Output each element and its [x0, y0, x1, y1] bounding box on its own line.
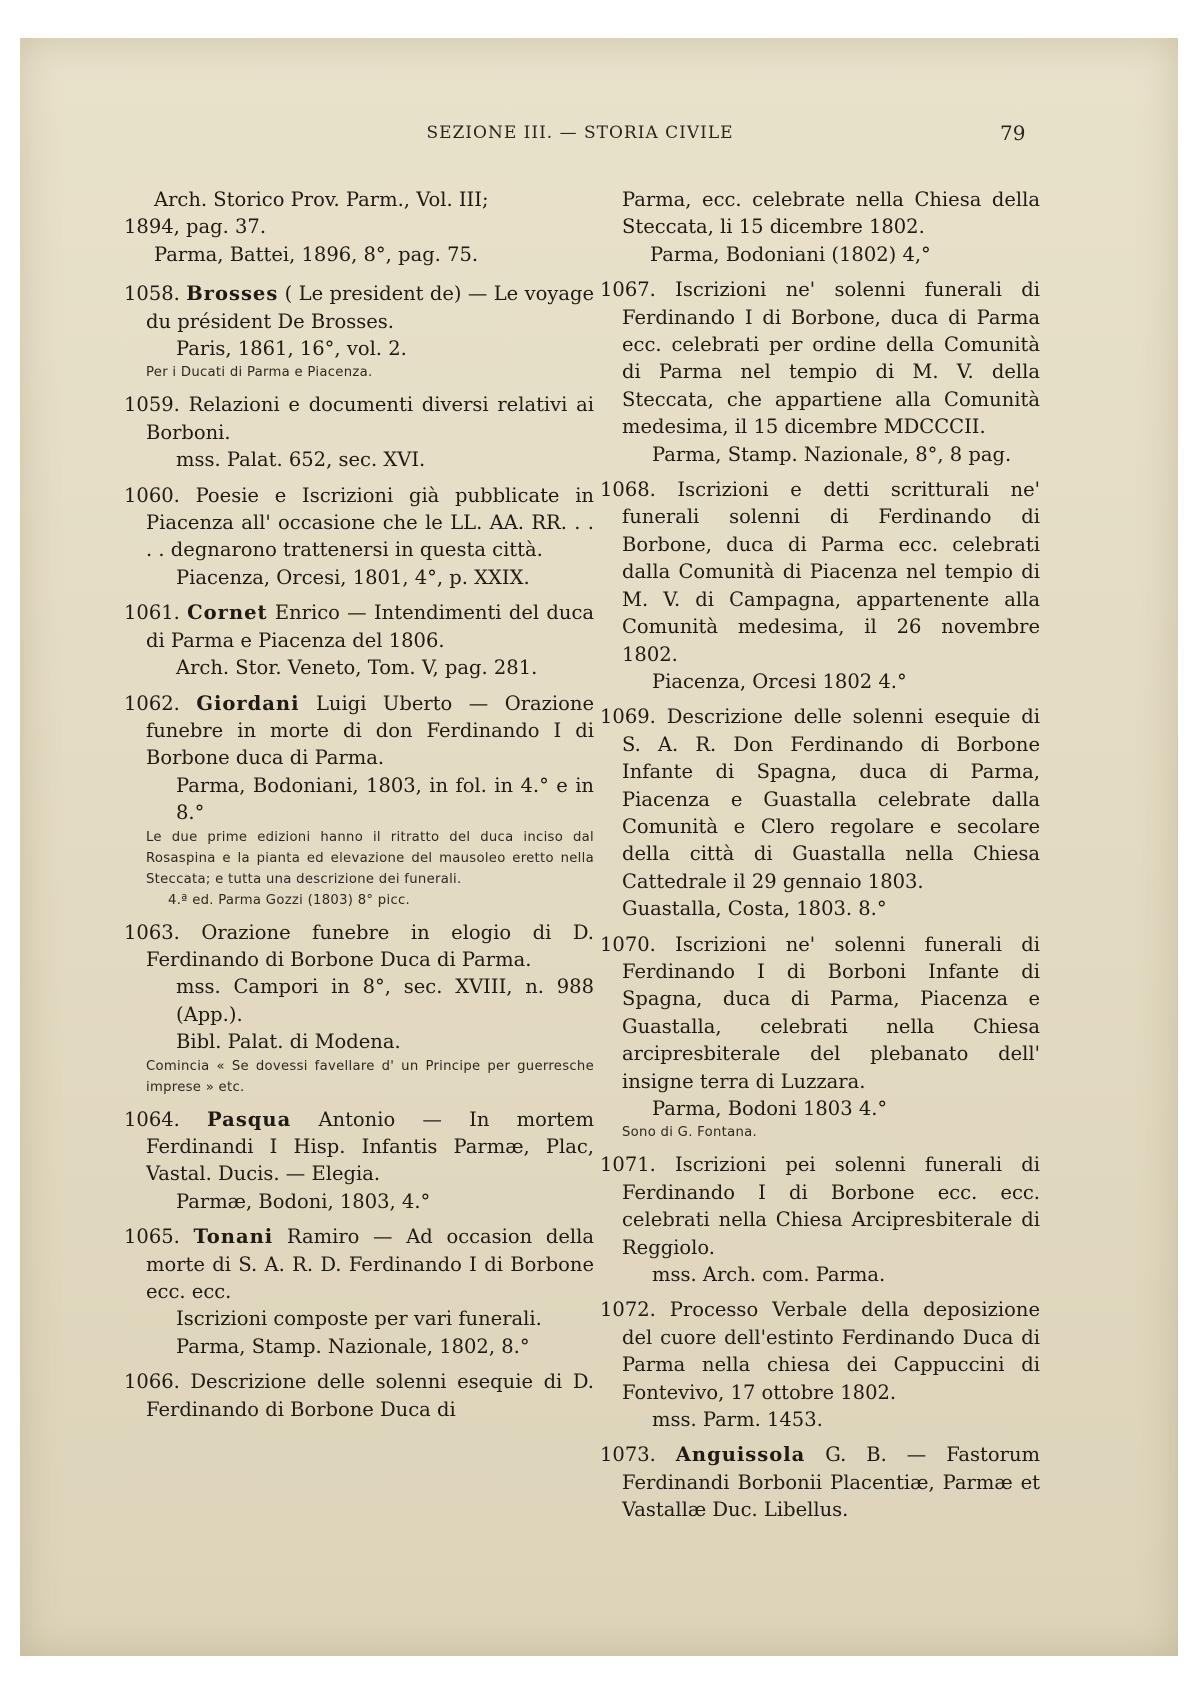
source-line: 1894, pag. 37.: [124, 215, 267, 239]
catalog-entry-1065: [124, 1223, 594, 1360]
entry-author: Cornet: [187, 601, 268, 625]
catalog-entry-1063: [124, 919, 594, 1098]
entry-note: Per i Ducati di Parma e Piacenza.: [146, 365, 373, 381]
entry-text: Iscrizioni pei solenni funerali di Ferdinando I di Borbone ecc. ecc. celebrati nella Chiesa Arcipresbiterale di Reggiolo.: [622, 1153, 1040, 1259]
catalog-entry-1067: [600, 276, 1040, 468]
entry-text: Descrizione delle solenni esequie di D. Ferdinando di Borbone Duca di: [146, 1370, 595, 1421]
imprint-line: Parma, Stamp. Nazionale, 8°, 8 pag.: [652, 442, 1012, 466]
imprint-line: Iscrizioni composte per vari funerali.: [176, 1307, 542, 1331]
entry-text: Luigi Uberto — Orazione funebre in morte di don Ferdinando I di Borbone duca di Parma.: [146, 691, 594, 770]
imprint-line: Parma, Bodoniani, 1803, in fol. in 4.° e in 8.°: [176, 773, 594, 825]
continued-entry-1066: [600, 186, 1040, 268]
entry-author: Giordani: [196, 691, 300, 715]
entry-author: Tonani: [193, 1225, 274, 1249]
entry-number: 1063.: [124, 920, 180, 944]
section-title: SEZIONE III. — STORIA CIVILE: [426, 123, 734, 143]
imprint-line: Parma, Bodoniani (1802) 4,°: [650, 242, 931, 266]
entry-number: 1070.: [600, 932, 656, 956]
entry-text: Iscrizioni e detti scritturali ne' funerali solenni di Ferdinando di Borbone, duca di Parma ecc. celebrati dalla Comunità di Piacenza nel tempio di M. V. di Campagna, appartenente alla Comunità medesima, il 26 novembre 1802.: [622, 478, 1040, 666]
imprint-line: mss. Parm. 1453.: [652, 1408, 823, 1432]
entry-number: 1068.: [600, 478, 656, 502]
entry-note: 4.ª ed. Parma Gozzi (1803) 8° picc.: [168, 892, 411, 908]
entry-text: Poesie e Iscrizioni già pubblicate in Piacenza all' occasione che le LL. AA. RR. . . . . degnarono trattenersi in questa città.: [146, 483, 594, 562]
entry-number: 1060.: [124, 483, 180, 507]
entry-text: ( Le president de) — Le voyage du président De Brosses.: [146, 282, 594, 333]
imprint-line: Parmæ, Bodoni, 1803, 4.°: [176, 1189, 431, 1213]
entry-number: 1071.: [600, 1153, 656, 1177]
left-column: [124, 186, 594, 1431]
imprint-line: mss. Palat. 652, sec. XVI.: [176, 448, 426, 472]
catalog-entry-1058: [124, 280, 594, 383]
imprint-line: Parma, Bodoni 1803 4.°: [652, 1097, 888, 1120]
running-header: [0, 123, 1196, 151]
source-line: Arch. Storico Prov. Parm., Vol. III;: [154, 188, 489, 211]
entry-text: Descrizione delle solenni esequie di S. A. R. Don Ferdinando di Borbone Infante di Spagna, duca di Parma, Piacenza e Guastalla celebrate dalla Comunità e Clero regolare e secolare della città di Guastalla nella Chiesa Cattedrale il 29 gennaio 1803.: [622, 705, 1041, 893]
imprint-line: Parma, Stamp. Nazionale, 1802, 8.°: [176, 1334, 530, 1358]
imprint-line: Parma, Battei, 1896, 8°, pag. 75.: [154, 242, 479, 266]
imprint-line: Paris, 1861, 16°, vol. 2.: [176, 337, 407, 361]
entry-number: 1065.: [124, 1225, 180, 1249]
entry-text: Enrico — Intendimenti del duca di Parma e Piacenza del 1806.: [146, 601, 594, 652]
catalog-entry-1061: [124, 599, 594, 681]
entry-number: 1059.: [124, 393, 180, 417]
entry-text: Processo Verbale della deposizione del cuore dell'estinto Ferdinando Duca di Parma nella chiesa dei Cappuccini di Fontevivo, 17 ottobre 1802.: [622, 1298, 1040, 1404]
entry-text: Orazione funebre in elogio di D. Ferdinando di Borbone Duca di Parma.: [146, 920, 595, 971]
entry-author: Anguissola: [675, 1443, 806, 1467]
imprint-line: Guastalla, Costa, 1803. 8.°: [622, 897, 887, 921]
catalog-entry-1071: [600, 1151, 1040, 1288]
catalog-entry-1062: [124, 690, 594, 911]
entry-number: 1064.: [124, 1107, 180, 1131]
entry-note: Sono di G. Fontana.: [622, 1125, 758, 1141]
catalog-entry-1060: [124, 482, 594, 592]
imprint-line: mss. Campori in 8°, sec. XVIII, n. 988 (App.).: [176, 975, 594, 1026]
entry-text: Iscrizioni ne' solenni funerali di Ferdinando I di Borbone, duca di Parma ecc. celebrati per ordine della Comunità di Parma nel tempio di M. V. della Steccata, che appartiene alla Comunità medesima, il 15 dicembre MDCCCII.: [622, 278, 1040, 439]
entry-number: 1066.: [124, 1370, 180, 1394]
entry-number: 1062.: [124, 691, 180, 715]
page-number: 79: [1000, 121, 1026, 145]
entry-text: G. B. — Fastorum Ferdinandi Borbonii Placentiæ, Parmæ et Vastallæ Duc. Libellus.: [622, 1443, 1040, 1522]
catalog-entry-1072: [600, 1296, 1040, 1433]
entry-text: Parma, ecc. celebrate nella Chiesa della Steccata, li 15 dicembre 1802.: [622, 188, 1040, 239]
entry-note: Le due prime edizioni hanno il ritratto del duca inciso dal Rosaspina e la pianta ed elevazione del mausoleo eretto nella Steccata; e tutta una descrizione dei funerali.: [146, 829, 594, 887]
entry-author: Pasqua: [207, 1107, 292, 1131]
catalog-entry-1068: [600, 476, 1040, 695]
entry-author: Brosses: [186, 282, 279, 306]
entry-number: 1069.: [600, 705, 656, 729]
catalog-entry-1070: [600, 931, 1040, 1144]
imprint-line: Piacenza, Orcesi, 1801, 4°, p. XXIX.: [176, 565, 530, 589]
imprint-line: mss. Arch. com. Parma.: [652, 1263, 886, 1287]
entry-number: 1067.: [600, 278, 656, 302]
entry-text: Relazioni e documenti diversi relativi ai Borboni.: [146, 393, 594, 444]
catalog-entry-1069: [600, 703, 1040, 922]
continued-entry: [124, 186, 594, 268]
entry-text: Ramiro — Ad occasion della morte di S. A. R. D. Ferdinando I di Borbone ecc. ecc.: [146, 1225, 594, 1303]
catalog-entry-1059: [124, 391, 594, 473]
entry-text: Antonio — In mortem Ferdinandi I Hisp. Infantis Parmæ, Plac, Vastal. Ducis. — Elegia.: [146, 1107, 595, 1186]
entry-number: 1072.: [600, 1298, 656, 1322]
entry-number: 1073.: [600, 1443, 656, 1467]
entry-number: 1061.: [124, 601, 180, 625]
entry-note: Comincia « Se dovessi favellare d' un Principe per guerresche imprese » etc.: [146, 1058, 594, 1095]
catalog-entry-1073: [600, 1441, 1040, 1523]
catalog-entry-1066: [124, 1368, 594, 1423]
entry-text: Iscrizioni ne' solenni funerali di Ferdinando I di Borboni Infante di Spagna, duca di Parma, Piacenza e Guastalla, celebrati nella Chiesa arcipresbiterale del plebanato dell' insigne terra di Luzzara.: [622, 932, 1040, 1093]
imprint-line: Piacenza, Orcesi 1802 4.°: [652, 669, 907, 693]
catalog-entry-1064: [124, 1106, 594, 1216]
right-column: [600, 186, 1040, 1532]
entry-number: 1058.: [124, 282, 180, 306]
imprint-line: Arch. Stor. Veneto, Tom. V, pag. 281.: [176, 656, 538, 680]
imprint-line: Bibl. Palat. di Modena.: [176, 1030, 401, 1054]
